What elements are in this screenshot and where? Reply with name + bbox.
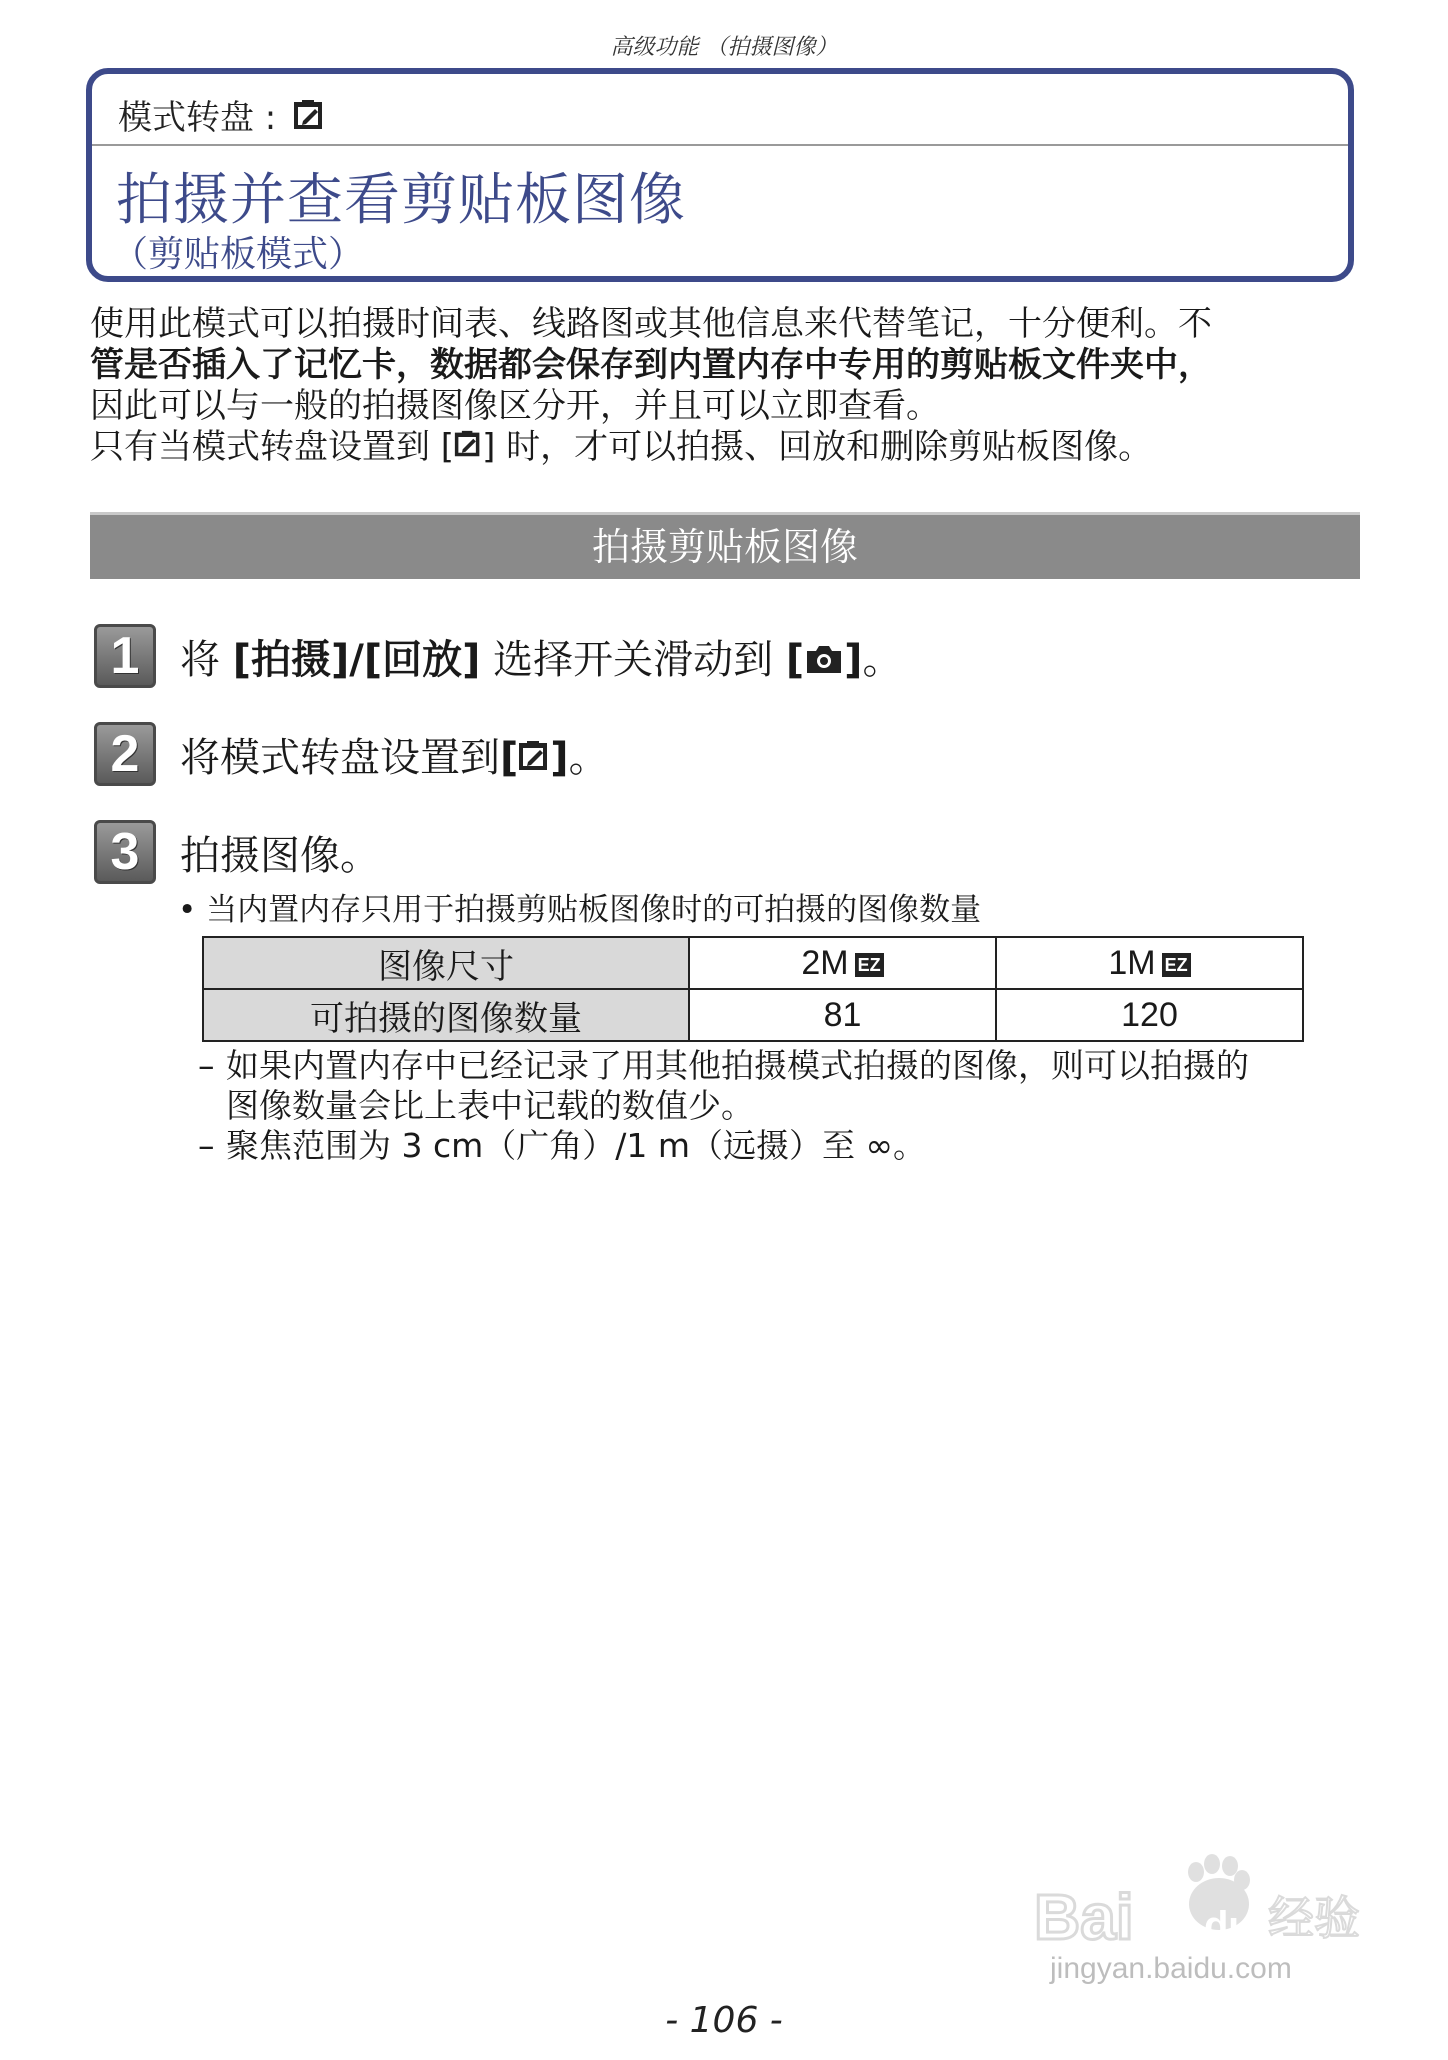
table-cell: 120 [996, 989, 1303, 1041]
svg-text:Bai: Bai [1034, 1881, 1134, 1953]
step-3-text: 拍摄图像。 [180, 833, 380, 879]
note-text: 聚焦范围为 3 cm（广角）/1 m（远摄）至 ∞。 [226, 1126, 926, 1165]
size-label: 2M [801, 943, 849, 982]
table-header-cell: 可拍摄的图像数量 [203, 989, 689, 1041]
intro-text: 只有当模式转盘设置到 [ [90, 427, 455, 467]
step-1-text [180, 628, 902, 685]
step-number-badge: 2 [94, 722, 156, 786]
intro-paragraph [90, 304, 1360, 469]
step-number-badge: 1 [94, 624, 156, 688]
camera-icon [804, 639, 844, 685]
note-text: 如果内置内存中已经记录了用其他拍摄模式拍摄的图像，则可以拍摄的 [226, 1046, 1249, 1085]
page-subtitle: （剪贴板模式） [112, 234, 365, 275]
bracket-open: [ [500, 735, 519, 781]
bracket-close: ] [844, 637, 863, 683]
svg-text:经验: 经验 [1268, 1891, 1360, 1945]
intro-line: 使用此模式可以拍摄时间表、线路图或其他信息来代替笔记，十分便利。不 [90, 304, 1212, 344]
section-header: 拍摄剪贴板图像 [90, 512, 1360, 579]
step-number-badge: 3 [94, 820, 156, 884]
ez-icon: EZ [1162, 953, 1191, 977]
table-cell: 81 [689, 989, 996, 1041]
intro-line: 因此可以与一般的拍摄图像区分开，并且可以立即查看。 [90, 386, 940, 426]
title-box [86, 68, 1354, 282]
bracket-close: ] [550, 735, 569, 781]
ez-icon: EZ [855, 953, 884, 977]
note-2 [198, 1126, 926, 1166]
separator: / [349, 637, 364, 683]
svg-text:du: du [1204, 1904, 1253, 1948]
table-cell [689, 937, 996, 989]
baidu-watermark-logo [1034, 1844, 1374, 1954]
table-row [203, 937, 1303, 989]
step-text: 选择开关滑动到 [480, 637, 786, 683]
table-row [203, 989, 1303, 1041]
capacity-table [202, 936, 1304, 1042]
bracket-open: [ [785, 637, 805, 683]
shoot-key: [拍摄] [232, 637, 350, 683]
step-text: 将 [180, 637, 233, 683]
clipboard-mode-icon [518, 737, 550, 783]
watermark-url: jingyan.baidu.com [1050, 1952, 1292, 1985]
dash: – [198, 1126, 215, 1165]
step-2-text [180, 726, 609, 783]
title-divider [92, 144, 1348, 146]
playback-key: [回放] [363, 637, 481, 683]
table-cell [996, 937, 1303, 989]
intro-text: ] 时，才可以拍摄、回放和删除剪贴板图像。 [482, 427, 1153, 467]
clipboard-mode-icon [293, 99, 325, 140]
dash: – [198, 1046, 215, 1085]
mode-dial-label [118, 90, 325, 140]
size-label: 1M [1108, 943, 1156, 982]
step-end: 。 [568, 735, 609, 781]
intro-line-4 [90, 427, 1360, 469]
table-header-cell: 图像尺寸 [203, 937, 689, 989]
header-breadcrumb: 高级功能 （拍摄图像） [610, 35, 838, 60]
page-number: - 106 - [665, 2000, 783, 2041]
page-title: 拍摄并查看剪贴板图像 [116, 168, 686, 233]
note-1-continued: 图像数量会比上表中记载的数值少。 [226, 1086, 754, 1125]
mode-dial-text: 模式转盘 : [118, 98, 277, 138]
step-end: 。 [862, 637, 903, 683]
bullet-note: • 当内置内存只用于拍摄剪贴板图像时的可拍摄的图像数量 [178, 892, 982, 928]
note-1 [198, 1046, 1249, 1086]
clipboard-mode-icon [454, 428, 482, 469]
intro-line: 管是否插入了记忆卡，数据都会保存到内置内存中专用的剪贴板文件夹中， [90, 345, 1212, 385]
step-text: 将模式转盘设置到 [180, 735, 500, 781]
